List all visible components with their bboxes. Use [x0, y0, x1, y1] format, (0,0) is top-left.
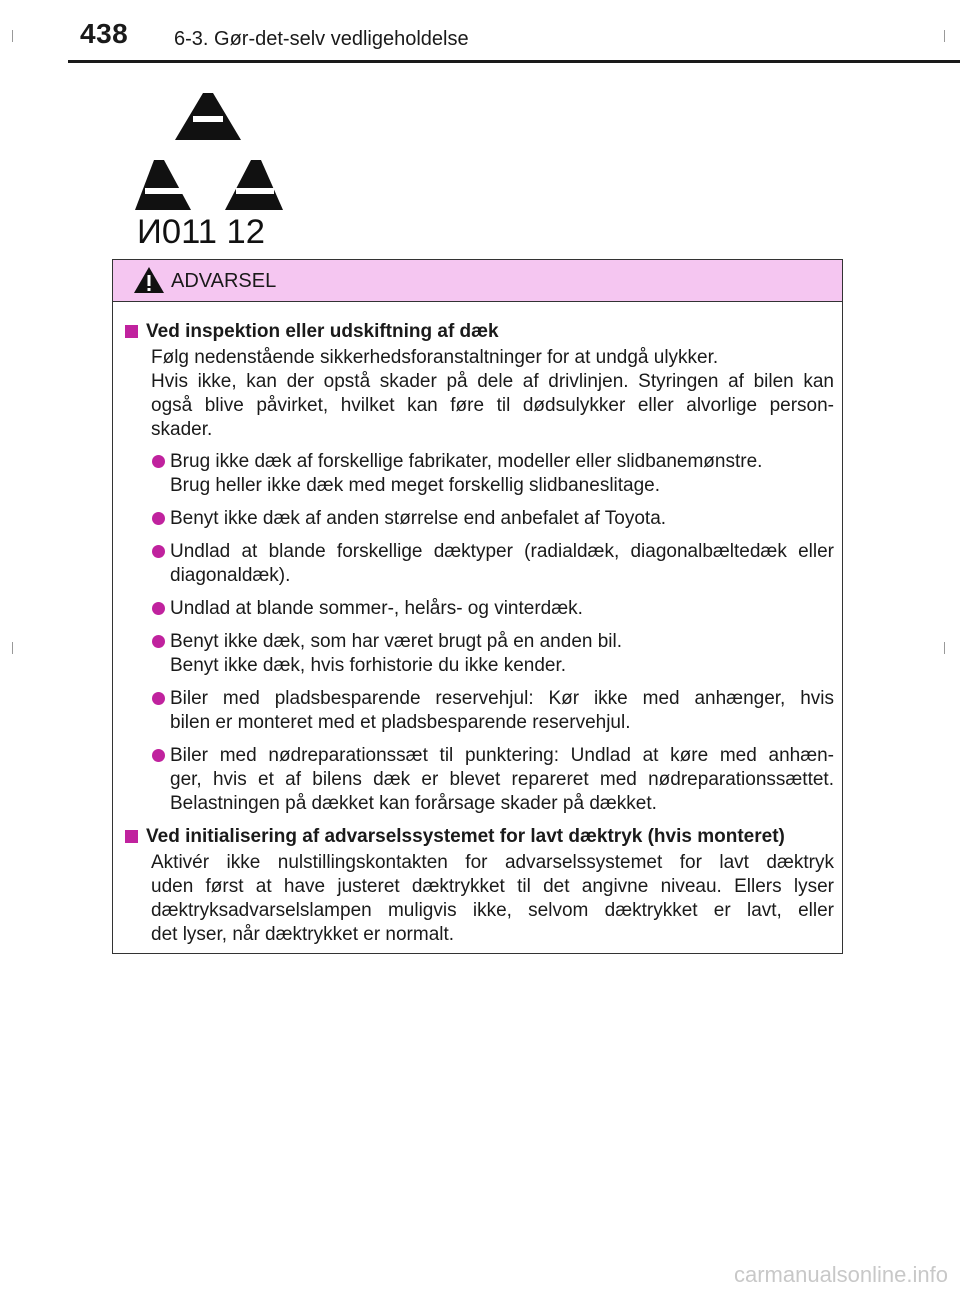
list-item: Undlad at blande sommer-, helårs- og vinterdæk. — [125, 597, 834, 621]
square-bullet-icon — [125, 325, 138, 338]
crop-mark — [12, 642, 13, 654]
section-paragraph: Aktivér ikke nulstillingskontakten for advarselssystemet for lavt dæktryk uden først at have justeret dæktrykket til det angivne niveau. Ellers lyser dæktryksadvarselslampen muligvis ikke, selvom dæktrykket er lavt, eller det lyser, når dæktrykket er normalt. — [151, 852, 834, 945]
warning-triangle-icon — [133, 266, 165, 294]
list-item: Biler med pladsbesparende reservehjul: Kør ikke med anhænger, hvis bilen er monteret med et pladsbesparende reservehjul. — [125, 687, 834, 735]
tire-wear-indicator-icon — [133, 88, 283, 250]
section-heading: Ved initialisering af advarselssystemet for lavt dæktryk (hvis monteret) — [125, 825, 834, 849]
list-item: Benyt ikke dæk af anden størrelse end anbefalet af Toyota. — [125, 507, 834, 531]
tire-mark-code: И011 12 — [137, 213, 265, 250]
page-header — [0, 0, 960, 62]
watermark: carmanualsonline.info — [733, 1262, 948, 1287]
list-item: Biler med nødreparationssæt til punktering: Undlad at køre med anhæn- ger, hvis et af bilens dæk er blevet repareret med nødreparationssættet. Belastningen på dækket kan forårsage skader på dækket. — [125, 744, 834, 816]
list-item: Benyt ikke dæk, som har været brugt på en anden bil. Benyt ikke dæk, hvis forhistorie du ikke kender. — [125, 630, 834, 678]
crop-mark — [944, 30, 945, 42]
warning-box — [112, 259, 843, 954]
round-bullet-icon — [152, 635, 165, 648]
round-bullet-icon — [152, 749, 165, 762]
round-bullet-icon — [152, 455, 165, 468]
section-paragraph: Følg nedenstående sikkerhedsforanstaltninger for at undgå ulykker. Hvis ikke, kan der opstå skader på dele af drivlinjen. Styringen af bilen kan også blive påvirket, hvilket kan føre til dødsulykker eller alvorlige person- skader. — [151, 347, 834, 440]
crop-mark — [12, 30, 13, 42]
round-bullet-icon — [152, 692, 165, 705]
list-item: Undlad at blande forskellige dæktyper (radialdæk, diagonalbæltedæk eller diagonaldæk). — [125, 540, 834, 588]
section-title: 6-3. Gør-det-selv vedligeholdelse — [174, 28, 469, 50]
page-number: 438 — [80, 18, 129, 49]
warning-body — [113, 302, 842, 947]
bullet-list — [125, 450, 834, 816]
warning-title: ADVARSEL — [171, 270, 277, 292]
warning-header — [113, 260, 842, 302]
round-bullet-icon — [152, 512, 165, 525]
crop-mark — [944, 642, 945, 654]
header-rule — [68, 60, 960, 63]
square-bullet-icon — [125, 830, 138, 843]
round-bullet-icon — [152, 545, 165, 558]
round-bullet-icon — [152, 602, 165, 615]
list-item: Brug ikke dæk af forskellige fabrikater, modeller eller slidbanemønstre. Brug heller ikke dæk med meget forskellig slidbaneslitage. — [125, 450, 834, 498]
section-heading: Ved inspektion eller udskiftning af dæk — [125, 320, 834, 344]
